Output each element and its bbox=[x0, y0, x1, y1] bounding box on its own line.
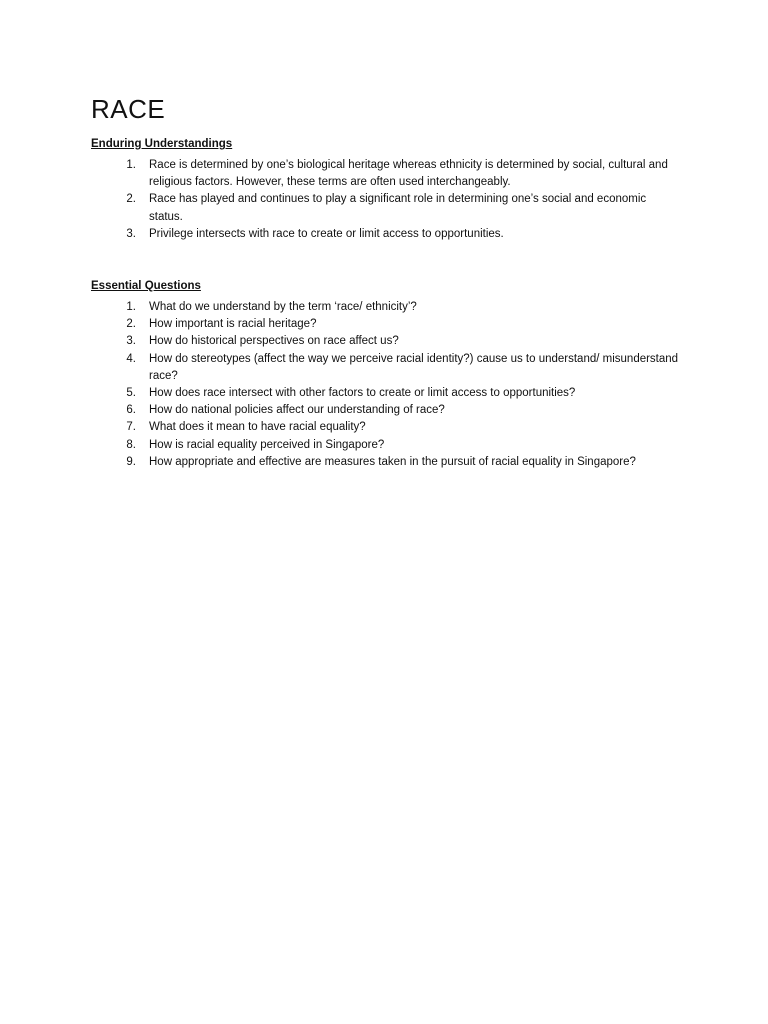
item-number: 8. bbox=[126, 438, 136, 451]
enduring-understandings-heading: Enduring Understandings bbox=[91, 138, 233, 150]
item-text: How does race intersect with other factors to create or limit access to opportunities? bbox=[149, 387, 576, 400]
item-number: 3. bbox=[126, 227, 136, 240]
list-item bbox=[91, 157, 691, 191]
essential-questions-list bbox=[91, 299, 691, 471]
item-number: 6. bbox=[126, 404, 136, 417]
list-item bbox=[91, 299, 691, 316]
item-number: 2. bbox=[126, 318, 136, 331]
item-text: Privilege intersects with race to create or limit access to opportunities. bbox=[149, 227, 504, 240]
item-text: How do stereotypes (affect the way we perceive racial identity?) cause us to understand/ misunderstand race? bbox=[149, 352, 679, 382]
item-text: How appropriate and effective are measures taken in the pursuit of racial equality in Singapore? bbox=[149, 455, 636, 468]
document-title: RACE bbox=[91, 94, 166, 124]
item-text: How do historical perspectives on race affect us? bbox=[149, 335, 399, 348]
enduring-understandings-list bbox=[91, 157, 691, 243]
item-number: 3. bbox=[126, 335, 136, 348]
item-text: How important is racial heritage? bbox=[149, 318, 317, 331]
essential-questions-heading: Essential Questions bbox=[91, 280, 201, 292]
item-text: How is racial equality perceived in Singapore? bbox=[149, 438, 385, 451]
item-number: 9. bbox=[126, 455, 136, 468]
list-item bbox=[91, 437, 691, 454]
item-number: 1. bbox=[126, 301, 136, 313]
item-text: What do we understand by the term ‘race/ ethnicity’? bbox=[149, 301, 417, 313]
item-number: 4. bbox=[126, 352, 136, 365]
list-item bbox=[91, 316, 691, 333]
item-number: 7. bbox=[126, 421, 136, 434]
list-item bbox=[91, 454, 691, 471]
list-item bbox=[91, 385, 691, 402]
list-item bbox=[91, 191, 691, 225]
item-text: What does it mean to have racial equality? bbox=[149, 421, 366, 434]
item-text: How do national policies affect our understanding of race? bbox=[149, 404, 445, 417]
list-item bbox=[91, 402, 691, 419]
list-item bbox=[91, 226, 691, 243]
list-item bbox=[91, 351, 691, 385]
item-number: 1. bbox=[126, 159, 136, 171]
item-text: Race has played and continues to play a significant role in determining one’s social and economic status. bbox=[149, 193, 647, 223]
item-text: Race is determined by one’s biological heritage whereas ethnicity is determined by social, cultural and religious factors. However, these terms are often used interchangeably. bbox=[149, 159, 668, 189]
item-number: 5. bbox=[126, 387, 136, 400]
list-item bbox=[91, 333, 691, 350]
item-number: 2. bbox=[126, 193, 136, 206]
list-item bbox=[91, 419, 691, 436]
